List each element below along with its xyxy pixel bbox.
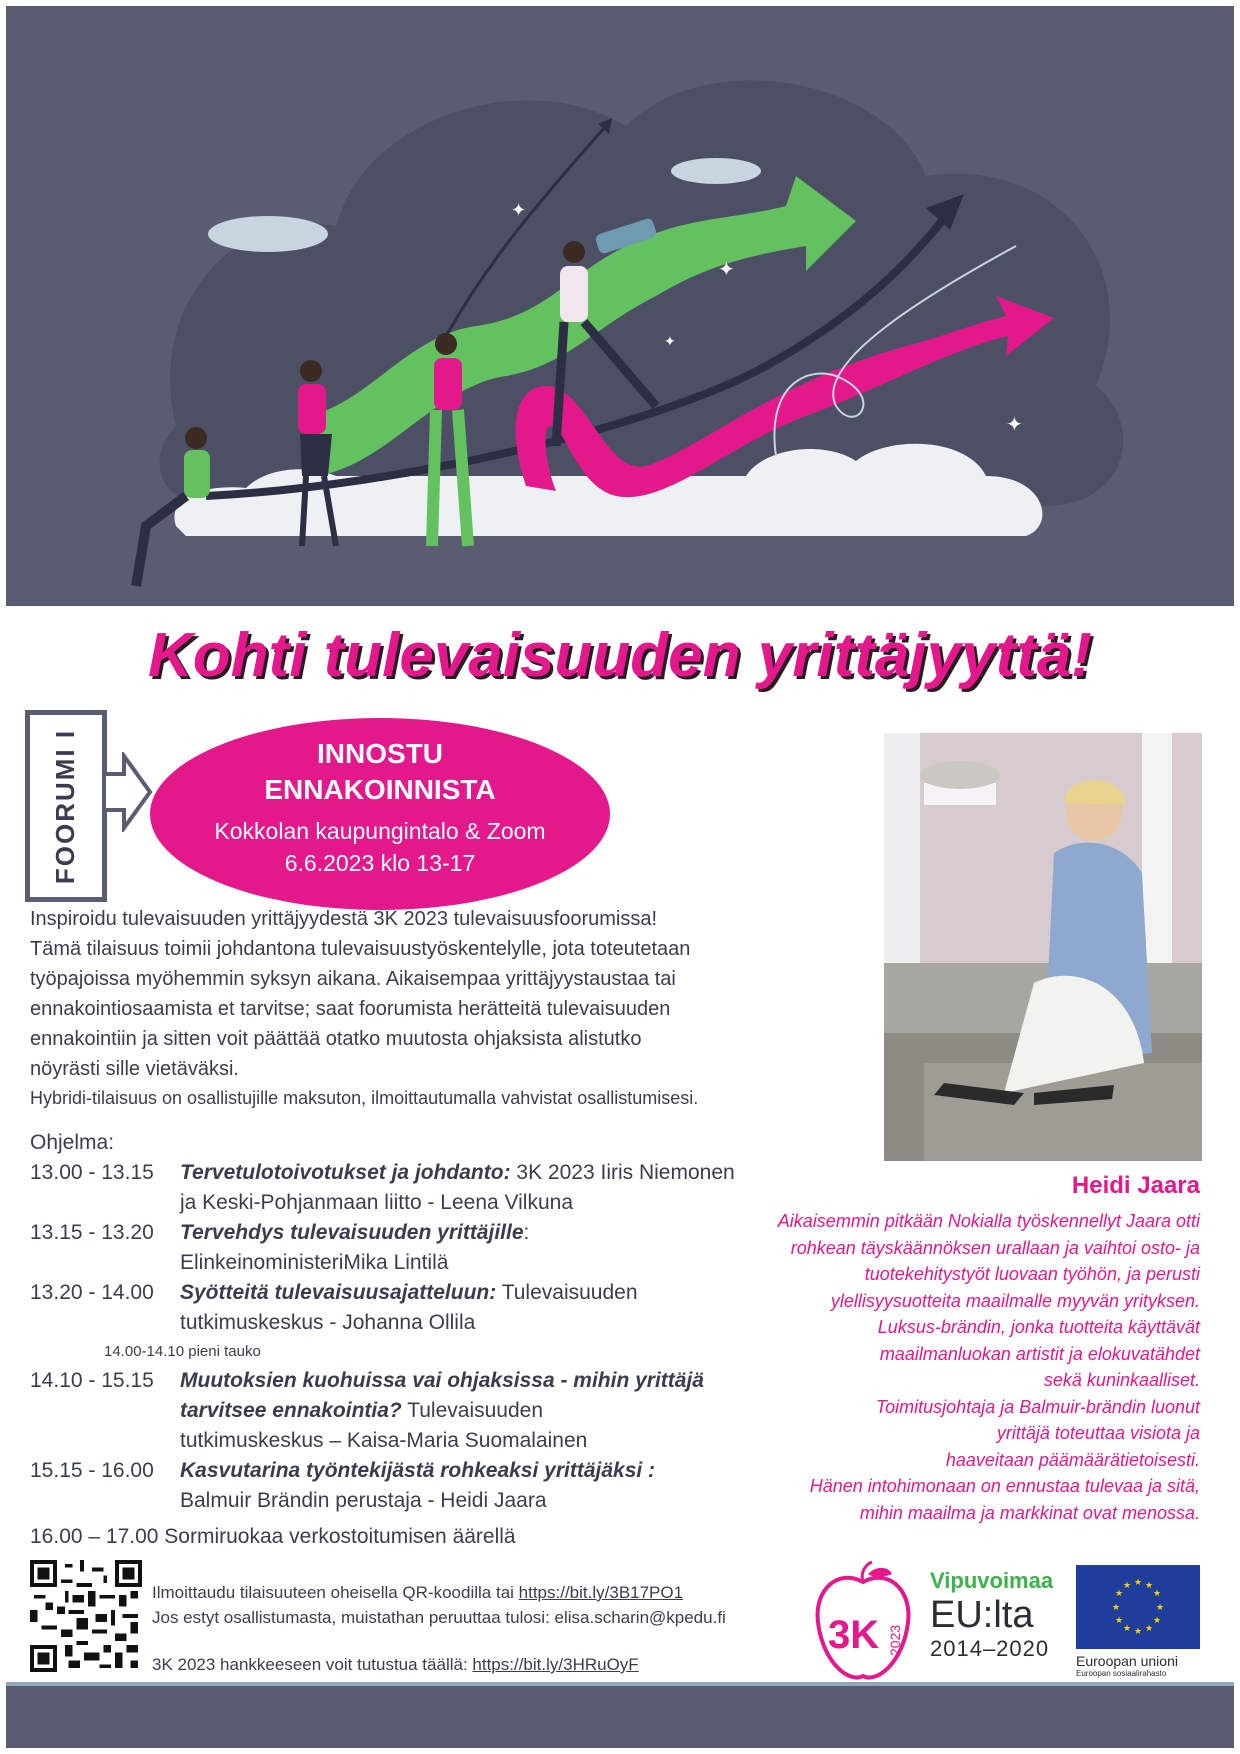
bio-line: sekä kuninkaalliset. (1043, 1370, 1200, 1390)
program-title: Syötteitä tulevaisuusajatteluun: (180, 1281, 497, 1304)
sparkle-icon: ✦ (511, 200, 527, 221)
program-text: 3K 2023 Iiris Niemonen (510, 1161, 735, 1184)
svg-text:★: ★ (1133, 1627, 1143, 1637)
bio-line: mihin maailma ja markkinat ovat menossa. (859, 1502, 1200, 1523)
program-final: 16.00 – 17.00 Sormiruokaa verkostoitumisen äärellä (30, 1525, 516, 1548)
program-title: Tervehdys tulevaisuuden yrittäjille (180, 1221, 524, 1244)
program-heading: Ohjelma: (30, 1131, 115, 1154)
project-info (152, 1655, 639, 1675)
event-heading: INNOSTU (317, 738, 443, 769)
vipu-bot: 2014–2020 (930, 1636, 1050, 1661)
bio-line: maailmanluokan artistit ja elokuvatähdet (879, 1343, 1200, 1364)
svg-text:★: ★ (1155, 1603, 1165, 1613)
svg-text:★: ★ (1152, 1616, 1162, 1626)
registration-link[interactable]: https://bit.ly/3B17PO1 (518, 1583, 684, 1602)
bio-line: Toimitusjohtaja ja Balmuir-brändin luonut (875, 1396, 1200, 1417)
sparkle-icon: ✦ (664, 334, 676, 350)
logo-3k-year: 2023 (887, 1624, 903, 1656)
program-text: ElinkeinoministeriMika Lintilä (180, 1251, 449, 1274)
program-time: 15.15 - 16.00 (30, 1459, 154, 1482)
program-text: Tulevaisuuden (401, 1399, 544, 1422)
bio-line: tuotekehitystyöt luovaan työhön, ja perusti (864, 1264, 1200, 1284)
program-title: tarvitsee ennakointia? (180, 1399, 402, 1422)
program-text: : (523, 1221, 530, 1244)
cloud-small (671, 158, 761, 184)
intro-note: Hybridi-tilaisuus on osallistujille maksuton, ilmoittautumalla vahvistat osallistumisesi. (30, 1088, 699, 1108)
logo-3k-text: 3K (828, 1613, 880, 1657)
bio-line: ylellisyysuotteita maailmalle myyvän yrityksen. (830, 1290, 1200, 1311)
intro-line: työpajoissa myöhemmin syksyn aikana. Aikaisempaa yrittäjyystaustaa tai (30, 968, 676, 990)
intro-line: ennakointiosaamista et tarvitse; saat foorumista herätteitä tulevaisuuden (30, 998, 671, 1020)
eu-name: Euroopan unioni (1076, 1653, 1178, 1669)
svg-text:★: ★ (1114, 1616, 1124, 1626)
program-text: Balmuir Brändin perustaja - Heidi Jaara (180, 1489, 547, 1512)
svg-text:★: ★ (1122, 1624, 1132, 1634)
forum-label (25, 710, 107, 902)
forum-label-text: FOORUMI I (50, 728, 81, 884)
event-badge (150, 718, 610, 910)
speaker-bio (650, 1208, 1200, 1526)
svg-text:★: ★ (1133, 1578, 1143, 1588)
growth-illustration (6, 6, 1234, 606)
sparkle-icon: ✦ (1006, 412, 1023, 436)
project-link[interactable]: https://bit.ly/3HRuOyF (472, 1655, 639, 1674)
bio-line: Luksus-brändin, jonka tuotteita käyttävät (877, 1317, 1200, 1337)
intro-line: ennakointiin ja sitten voit päättää otatko muutosta ohjaksista alistutko (30, 1028, 642, 1050)
program-time: 14.10 - 15.15 (30, 1369, 154, 1392)
program-text: tutkimuskeskus - Johanna Ollila (180, 1311, 476, 1334)
svg-text:★: ★ (1111, 1603, 1121, 1613)
bio-line: yrittäjä toteuttaa visiota ja (996, 1423, 1200, 1443)
svg-text:★: ★ (1152, 1589, 1162, 1599)
program-text: tutkimuskeskus – Kaisa-Maria Suomalainen (180, 1429, 588, 1452)
registration-line (152, 1580, 792, 1605)
event-location: Kokkolan kaupungintalo & Zoom (214, 818, 546, 844)
svg-text:★: ★ (1144, 1581, 1154, 1591)
intro-line: nöyrästi sille vietäväksi. (30, 1058, 239, 1080)
logo-eu (1076, 1565, 1200, 1678)
eu-sub: Euroopan sosiaalirahasto (1076, 1669, 1167, 1678)
eu-flag-icon (1076, 1565, 1200, 1649)
vipu-top: Vipuvoimaa (930, 1568, 1054, 1593)
program-break: 14.00-14.10 pieni tauko (104, 1343, 261, 1360)
program-time: 13.00 - 13.15 (30, 1161, 154, 1184)
program-title: Kasvutarina työntekijästä rohkeaksi yrittäjäksi : (180, 1459, 656, 1482)
program-title: Muutoksien kuohuissa vai ohjaksissa - mihin yrittäjä (180, 1369, 704, 1392)
program-text: ja Keski-Pohjanmaan liitto - Leena Vilkuna (180, 1191, 574, 1214)
svg-text:★: ★ (1144, 1624, 1154, 1634)
svg-text:★: ★ (1114, 1589, 1124, 1599)
program-text: Tulevaisuuden (496, 1281, 638, 1304)
sparkle-icon: ✦ (718, 257, 735, 281)
arrow-right-icon (102, 752, 154, 832)
page-title: Kohti tulevaisuuden yrittäjyyttä! (148, 621, 1092, 690)
vipu-mid: EU:lta (930, 1594, 1034, 1636)
bio-line: rohkean täyskäännöksen urallaan ja vaihtoi osto- ja (790, 1237, 1200, 1258)
qr-code-icon[interactable] (30, 1560, 142, 1672)
bio-line: Aikaisemmin pitkään Nokialla työskennellyt Jaara otti (777, 1211, 1200, 1231)
speaker-name: Heidi Jaara (1071, 1172, 1200, 1199)
program-time: 13.15 - 13.20 (30, 1221, 154, 1244)
program-time: 13.20 - 14.00 (30, 1281, 154, 1304)
intro-line: Inspiroidu tulevaisuuden yrittäjyydestä 3K 2023 tulevaisuusfoorumissa! (30, 908, 658, 930)
program-title: Tervetulotoivotukset ja johdanto: (180, 1161, 511, 1184)
event-datetime: 6.6.2023 klo 13-17 (284, 850, 476, 876)
project-text: 3K 2023 hankkeeseen voit tutustua täällä: (152, 1655, 473, 1674)
registration-info (152, 1580, 792, 1630)
registration-text: Ilmoittaudu tilaisuuteen oheisella QR-koodilla tai (152, 1583, 519, 1602)
logo-3k-2023 (808, 1560, 918, 1690)
intro-line: Tämä tilaisuus toimii johdantona tulevaisuustyöskentelylle, jota toteutetaan (30, 938, 691, 960)
bio-line: haaveitaan päämäärätietoisesti. (945, 1449, 1200, 1470)
event-heading: ENNAKOINNISTA (264, 774, 496, 805)
footer-band (6, 1686, 1234, 1748)
cancel-info: Jos estyt osallistumasta, muistathan peruuttaa tulosi: elisa.scharin@kpedu.fi (152, 1608, 726, 1627)
svg-text:★: ★ (1122, 1581, 1132, 1591)
hero-illustration (6, 6, 1234, 606)
bio-line: Hänen intohimonaan on ennustaa tulevaa ja sitä, (809, 1476, 1200, 1496)
intro-text (30, 904, 850, 1112)
logo-vipuvoimaa (930, 1568, 1070, 1662)
speaker-photo (884, 733, 1202, 1161)
cloud-small (208, 216, 328, 252)
